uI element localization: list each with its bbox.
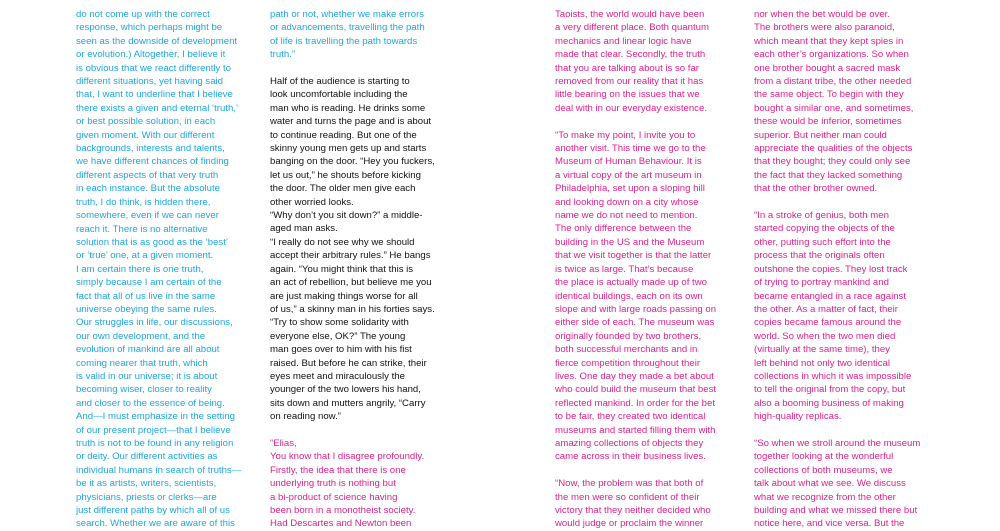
text-line: an act of rebellion, but believe me you bbox=[270, 277, 432, 289]
text-line: one brother bought a sacred mask bbox=[754, 62, 901, 74]
text-line: be it as artists, writers, scientists, bbox=[76, 478, 217, 490]
text-line: to be fair, they created two identical bbox=[555, 411, 706, 423]
text-line: a very different place. Both quantum bbox=[555, 22, 709, 34]
text-line: would judge or proclaim the winner bbox=[555, 518, 704, 530]
text-line: “Now, the problem was that both of bbox=[555, 478, 704, 490]
text-line: let us out,” he shouts before kicking bbox=[270, 169, 421, 181]
text-line: underlying truth is nothing but bbox=[270, 478, 396, 490]
text-line: “In a stroke of genius, both men bbox=[754, 210, 889, 222]
text-line: or ‘true’ one, at a given moment. bbox=[76, 250, 214, 262]
text-line: a bi-product of science having bbox=[270, 491, 398, 503]
text-line: talk about what we see. We discuss bbox=[754, 478, 906, 490]
text-line: And—I must emphasize in the setting bbox=[76, 411, 235, 423]
text-line: what we recognize from the other bbox=[754, 491, 896, 503]
text-line: are just making things worse for all bbox=[270, 290, 418, 302]
text-line: just different paths by which all of us bbox=[76, 505, 230, 517]
text-line: coming nearer that truth, which bbox=[76, 357, 208, 369]
text-line: Philadelphia, set upon a sloping hill bbox=[555, 183, 705, 195]
text-line: truth.” bbox=[270, 49, 296, 61]
text-line: or evolution.) Altogether, I believe it bbox=[76, 49, 226, 61]
text-line: (virtually at the same time), they bbox=[754, 344, 890, 356]
text-line: reflected mankind. In order for the bet bbox=[555, 397, 715, 409]
text-line: a virtual copy of the art museum in bbox=[555, 169, 702, 181]
text-line: came across in their business lives. bbox=[555, 451, 706, 463]
text-line: other, putting such effort into the bbox=[754, 236, 891, 248]
text-line: the place is actually made up of two bbox=[555, 277, 707, 289]
text-line: to continue reading. But one of the bbox=[270, 129, 417, 141]
text-line: man who is reading. He drinks some bbox=[270, 102, 426, 114]
text-line: I am certain there is one truth, bbox=[76, 263, 204, 275]
paragraph-gap bbox=[754, 196, 932, 209]
text-line: who could build the museum that best bbox=[555, 384, 717, 396]
paragraph-gap bbox=[555, 115, 733, 128]
text-line: there exists a given and eternal ‘truth,’ bbox=[76, 102, 239, 114]
text-line: of life is travelling the path towards bbox=[270, 35, 418, 47]
text-line: universe obeying the same rules. bbox=[76, 303, 217, 315]
text-line: younger of the two lowers his hand, bbox=[270, 384, 421, 396]
text-line: fact that all of us live in the same bbox=[76, 290, 216, 302]
text-line: Had Descartes and Newton been bbox=[270, 518, 412, 530]
paragraph-gap bbox=[754, 424, 932, 437]
text-line: mechanics and linear logic have bbox=[555, 35, 692, 47]
text-line: bought a similar one, and sometimes, bbox=[754, 102, 914, 114]
text-line: the men were so confident of their bbox=[555, 491, 700, 503]
text-line: skinny young men gets up and starts bbox=[270, 143, 427, 155]
text-line: process that the originals often bbox=[754, 250, 885, 262]
text-line: accept their arbitrary rules.” He bangs bbox=[270, 250, 431, 262]
text-line: notice here, and vice versa. But the bbox=[754, 518, 905, 530]
text-line: individual humans in search of truths— bbox=[76, 464, 242, 476]
text-line: or advancements, travelling the path bbox=[270, 22, 425, 34]
text-line: the same object. To begin with they bbox=[754, 89, 904, 101]
text-line: reach it. There is no alternative bbox=[76, 223, 208, 235]
text-line: that, I want to underline that I believe bbox=[76, 89, 233, 101]
text-line: name we do not need to mention. bbox=[555, 210, 698, 222]
text-line: do not come up with the correct bbox=[76, 9, 210, 20]
text-line: truth is not to be found in any religion bbox=[76, 438, 234, 449]
text-line: Firstly, the idea that there is one bbox=[270, 464, 406, 476]
text-line: truth, I do think, is hidden there, bbox=[76, 196, 211, 208]
text-line: either side of each. The museum was bbox=[555, 317, 715, 329]
text-line: amazing collections of objects they bbox=[555, 437, 704, 449]
text-line: started copying the objects of the bbox=[754, 223, 895, 235]
text-line: collections in which it was impossible bbox=[754, 370, 912, 382]
text-line: or best possible solution, in each bbox=[76, 116, 216, 128]
text-line: look uncomfortable including the bbox=[270, 89, 408, 101]
text-line: deal with in our everyday existence. bbox=[555, 102, 707, 114]
text-line: somewhere, even if we can never bbox=[76, 210, 219, 222]
text-line: response, which perhaps might be bbox=[76, 22, 223, 34]
text-line: museums and started filling them with bbox=[555, 424, 716, 436]
text-line: evolution of mankind are all about bbox=[76, 344, 220, 356]
text-line: slope and with large roads passing on bbox=[555, 303, 717, 315]
text-line: we have different chances of finding bbox=[76, 156, 229, 168]
text-line: from a distant tribe, the other needed bbox=[754, 76, 912, 88]
text-line: our own development, and the bbox=[76, 330, 206, 342]
text-line: fierce competition throughout their bbox=[555, 357, 701, 369]
text-line: is twice as large. That’s because bbox=[555, 263, 694, 275]
text-line: these would be inferior, sometimes bbox=[754, 116, 902, 128]
text-line: The brothers were also paranoid, bbox=[754, 22, 895, 34]
text-line: also a booming business of making bbox=[754, 397, 904, 409]
paragraph-gap bbox=[270, 62, 448, 75]
text-line: copies became famous around the bbox=[754, 317, 902, 329]
text-line: seen as the downside of development bbox=[76, 35, 238, 47]
paragraph-gap bbox=[555, 464, 733, 477]
text-line: “Try to show some solidarity with bbox=[270, 317, 409, 329]
text-line: Taoists, the world would have been bbox=[555, 9, 705, 20]
text-line: given moment. With our different bbox=[76, 129, 215, 141]
text-line: of our present project—that I believe bbox=[76, 424, 231, 436]
text-column-2 bbox=[270, 8, 448, 530]
text-line: the door. The older men give each bbox=[270, 183, 416, 195]
text-line: is valid in our universe; it is about bbox=[76, 370, 218, 382]
text-line: each other’s organizations. So when bbox=[754, 49, 909, 61]
text-line: high-quality replicas. bbox=[754, 411, 842, 423]
text-line: the other. As a matter of fact, their bbox=[754, 303, 898, 315]
text-line: The only difference between the bbox=[555, 223, 692, 235]
text-line: and closer to the essence of being. bbox=[76, 397, 225, 409]
text-line: simply because I am certain of the bbox=[76, 277, 222, 289]
text-line: together looking at the wonderful bbox=[754, 451, 894, 463]
text-line: building and what we missed there but bbox=[754, 505, 918, 516]
text-line: building in the US and the Museum bbox=[555, 236, 705, 248]
text-line: “Why don’t you sit down?” a middle- bbox=[270, 210, 423, 222]
text-line: Museum of Human Behaviour. It is bbox=[555, 156, 702, 168]
text-line: to tell the original from the copy, but bbox=[754, 384, 906, 396]
text-line: water and turns the page and is about bbox=[270, 116, 432, 128]
text-line: physicians, priests or clerks—are bbox=[76, 491, 217, 503]
text-line: other worried looks. bbox=[270, 196, 354, 208]
text-line: becoming wiser, closer to reality bbox=[76, 384, 212, 396]
paragraph-gap bbox=[270, 424, 448, 437]
text-line: man goes over to him with his fist bbox=[270, 344, 412, 356]
text-line: raised. But before he can strike, their bbox=[270, 357, 427, 369]
text-line: eyes meet and miraculously the bbox=[270, 370, 405, 382]
text-line: on reading now.” bbox=[270, 411, 341, 423]
text-line: outshone the copies. They lost track bbox=[754, 263, 908, 275]
text-line: in each instance. But the absolute bbox=[76, 183, 221, 195]
text-line: of trying to portray mankind and bbox=[754, 277, 889, 289]
text-line: search. Whether we are aware of this bbox=[76, 518, 235, 530]
text-line: “I really do not see why we should bbox=[270, 236, 415, 248]
text-line: “So when we stroll around the museum bbox=[754, 437, 921, 449]
text-line: nor when the bet would be over. bbox=[754, 9, 891, 20]
text-line: Our struggles in life, our discussions, bbox=[76, 317, 233, 329]
text-line: Half of the audience is starting to bbox=[270, 76, 410, 88]
text-line: that you are talking about is so far bbox=[555, 62, 699, 74]
text-line: that they bought; they could only see bbox=[754, 156, 911, 168]
text-line: sits down and mutters angrily, “Carry bbox=[270, 397, 426, 409]
text-line: removed from our reality that it has bbox=[555, 76, 704, 88]
text-line: path or not, whether we make errors bbox=[270, 9, 425, 20]
text-line: solution that is as good as the ‘best’ bbox=[76, 236, 228, 248]
text-line: the fact that they lacked something bbox=[754, 169, 903, 181]
text-line: “To make my point, I invite you to bbox=[555, 129, 696, 141]
text-line: victory that they neither decided who bbox=[555, 505, 711, 516]
text-line: identical buildings, each on its own bbox=[555, 290, 703, 302]
text-line: backgrounds, interests and talents, bbox=[76, 143, 225, 155]
text-line: of us,” a skinny man in his forties says. bbox=[270, 303, 435, 315]
text-line: originally founded by two brothers, bbox=[555, 330, 702, 342]
text-line: which meant that they kept spies in bbox=[754, 35, 904, 47]
text-line: left behind not only two identical bbox=[754, 357, 890, 369]
text-line: that the other brother owned. bbox=[754, 183, 878, 195]
text-line: appreciate the qualities of the objects bbox=[754, 143, 913, 155]
text-line: or deity. Our different activities as bbox=[76, 451, 218, 463]
text-line: little bearing on the issues that we bbox=[555, 89, 700, 101]
text-line: and looking down on a city whose bbox=[555, 196, 699, 208]
text-line: “Elias, bbox=[270, 437, 297, 449]
text-line: both successful merchants and in bbox=[555, 344, 698, 356]
text-line: world. So when the two men died bbox=[754, 330, 896, 342]
text-line: different situations, yet having said bbox=[76, 76, 224, 88]
text-line: became entangled in a race against bbox=[754, 290, 907, 302]
text-line: again. “You might think that this is bbox=[270, 263, 414, 275]
text-line: different aspects of that very truth bbox=[76, 169, 219, 181]
text-line: been born in a monotheist society. bbox=[270, 505, 416, 516]
text-column-3 bbox=[555, 8, 733, 530]
text-line: that we visit together is that the latter bbox=[555, 250, 712, 262]
text-line: aged man asks. bbox=[270, 223, 338, 235]
text-line: banging on the door. “Hey you fuckers, bbox=[270, 156, 435, 168]
text-line: collections of both museums, we bbox=[754, 464, 893, 476]
text-line: is obvious that we react differently to bbox=[76, 62, 232, 74]
text-line: You know that I disagree profoundly. bbox=[270, 451, 425, 463]
text-column-4 bbox=[754, 8, 932, 530]
text-line: everyone else, OK?” The young bbox=[270, 330, 406, 342]
text-line: lives. One day they made a bet about bbox=[555, 370, 714, 382]
text-line: made that clear. Secondly, the truth bbox=[555, 49, 706, 61]
text-line: another visit. This time we go to the bbox=[555, 143, 706, 155]
text-column-1 bbox=[76, 8, 254, 530]
text-line: superior. But neither man could bbox=[754, 129, 887, 141]
